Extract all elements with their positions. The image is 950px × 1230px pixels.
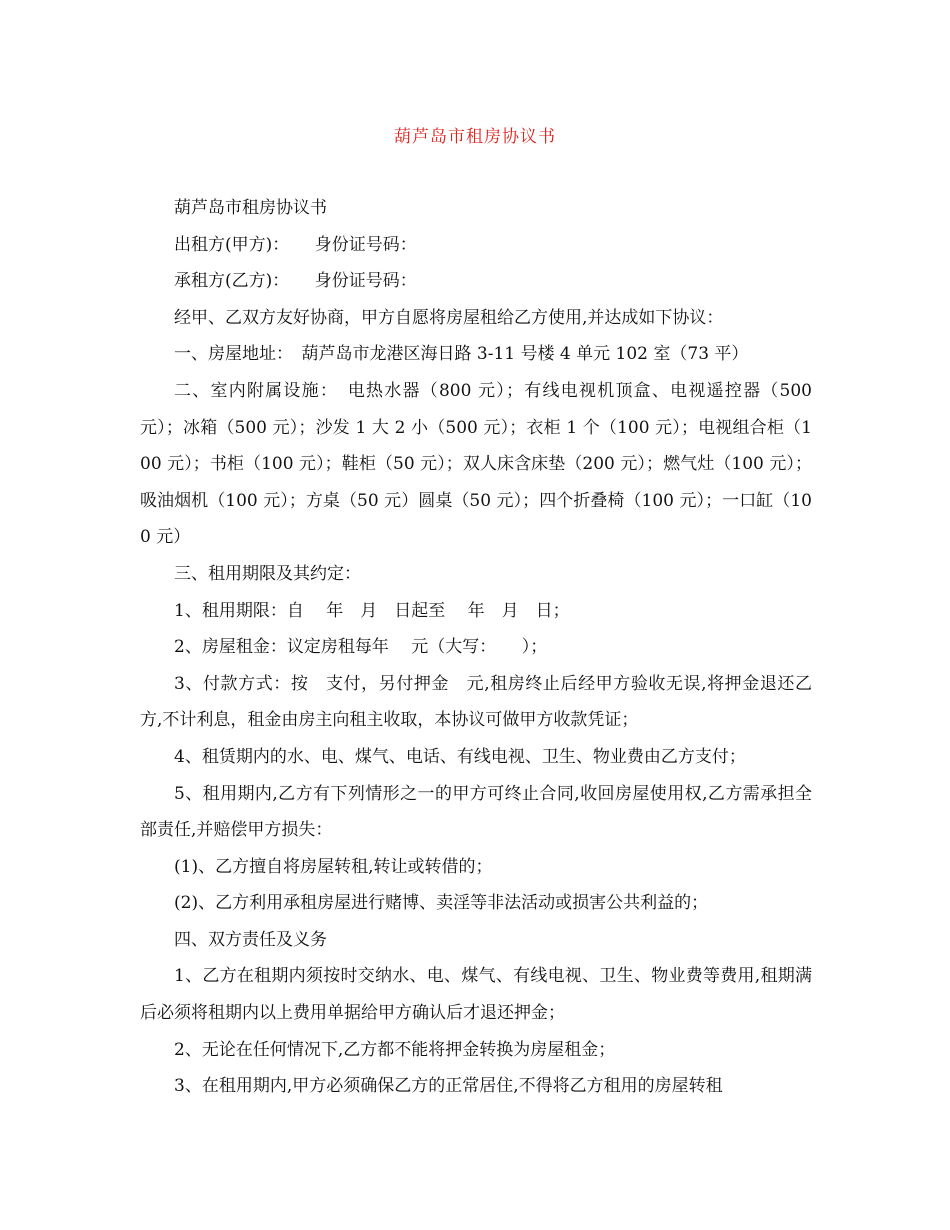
paragraph-duty-1: 1、乙方在租期内须按时交纳水、电、煤气、有线电视、卫生、物业费等费用,租期满后必须将租期内以上费用单据给甲方确认后才退还押金；: [140, 966, 812, 1024]
paragraph-lessee: 承租方(乙方)： 身份证号码：: [174, 271, 417, 292]
document-body: [140, 190, 812, 1105]
paragraph-heading: 葫芦岛市租房协议书: [174, 198, 327, 218]
paragraph-term: 1、租用期限：自 年 月 日起至 年 月 日；: [174, 600, 570, 621]
paragraph-facilities: 二、室内附属设施： 电热水器（800 元）；有线电视机顶盒、电视遥控器（500 元）；冰箱（500 元）；沙发 1 大 2 小（500 元）；衣柜 1 个（100 元）；电视组合柜（100 元）；书柜（100 元）；鞋柜（50 元）；双人床含床垫（200 元）；燃气灶（100 元）；吸油烟机（100 元）；方桌（50 元）圆桌（50 元）；四个折叠椅（100 元）；一口缸（100 元）: [140, 380, 812, 548]
paragraph-clause-2: (2)、乙方利用承租房屋进行赌博、卖淫等非法活动或损害公共利益的；: [174, 893, 709, 914]
paragraph-duty-2: 2、无论在任何情况下,乙方都不能将押金转换为房屋租金；: [174, 1039, 616, 1060]
paragraph-duty-3: 3、在租用期内,甲方必须确保乙方的正常居住,不得将乙方租用的房屋转租: [174, 1076, 723, 1097]
paragraph-address: 一、房屋地址： 葫芦岛市龙港区海日路 3-11 号楼 4 单元 102 室（73 平）: [174, 344, 749, 365]
document-title: 葫芦岛市租房协议书: [394, 127, 556, 147]
paragraph-clause-1: (1)、乙方擅自将房屋转租,转让或转借的；: [174, 856, 493, 877]
paragraph-agreement-intro: 经甲、乙双方友好协商，甲方自愿将房屋租给乙方使用,并达成如下协议：: [174, 307, 724, 328]
paragraph-rent: 2、房屋租金：议定房租每年 元（大写： ）；: [174, 637, 548, 658]
paragraph-termination: 5、租用期内,乙方有下列情形之一的甲方可终止合同,收回房屋使用权,乙方需承担全部责任,并赔偿甲方损失：: [140, 783, 812, 841]
paragraph-term-heading: 三、租用期限及其约定：: [174, 563, 361, 584]
paragraph-lessor: 出租方(甲方)： 身份证号码：: [174, 234, 417, 255]
paragraph-utilities: 4、租赁期内的水、电、煤气、电话、有线电视、卫生、物业费由乙方支付；: [174, 746, 746, 767]
paragraph-duties-heading: 四、双方责任及义务: [174, 929, 327, 950]
paragraph-payment: 3、付款方式：按 支付，另付押金 元,租房终止后经甲方验收无误,将押金退还乙方,不计利息，租金由房主向租主收取，本协议可做甲方收款凭证；: [140, 673, 812, 731]
